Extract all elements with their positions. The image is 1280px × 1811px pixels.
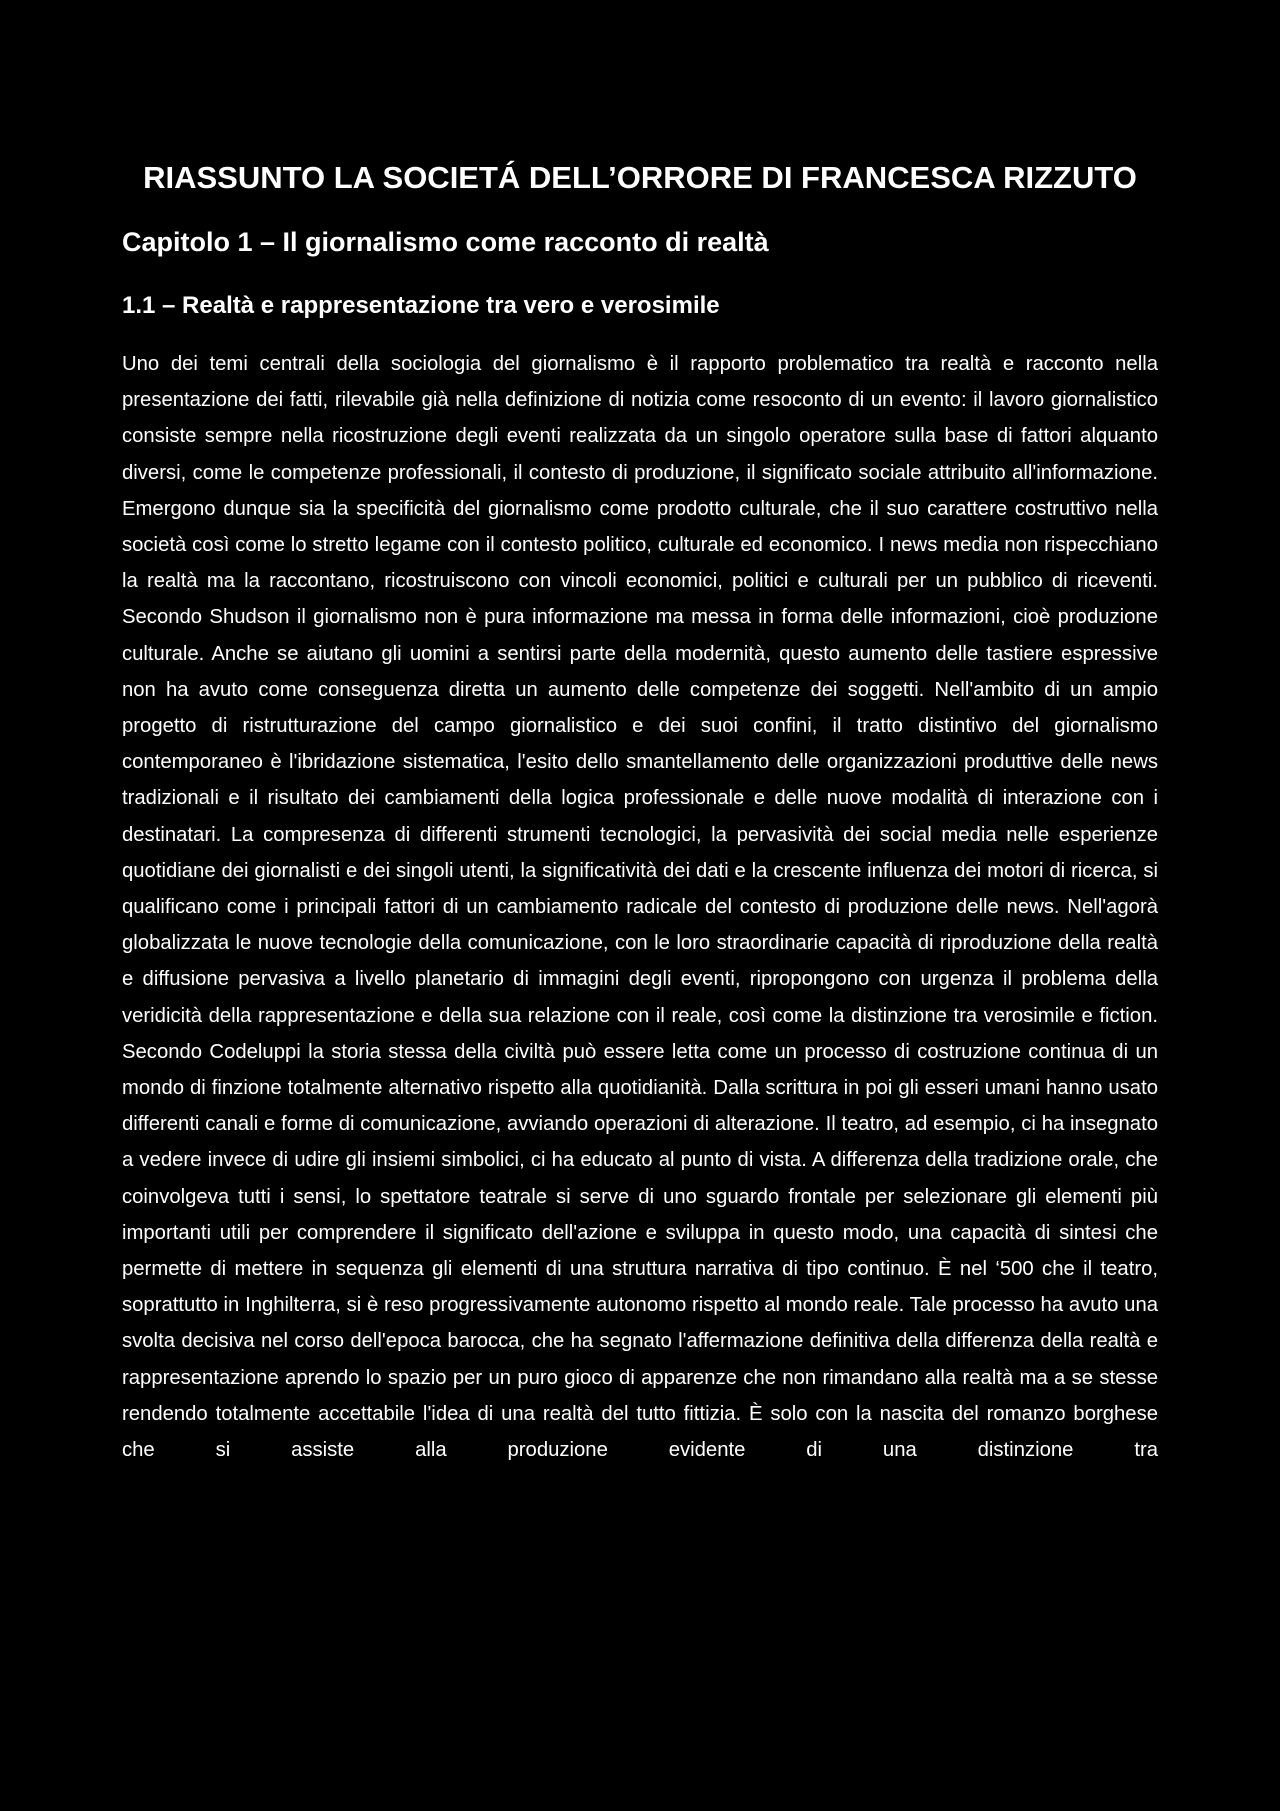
chapter-title: Capitolo 1 – Il giornalismo come racconto di realtà <box>122 227 769 257</box>
section-title: 1.1 – Realtà e rappresentazione tra vero e verosimile <box>122 292 720 319</box>
document-page <box>122 150 1158 1468</box>
document-title: RIASSUNTO LA SOCIETÁ DELL’ORRORE DI FRANCESCA RIZZUTO <box>143 160 1137 195</box>
body-paragraph: Uno dei temi centrali della sociologia del giornalismo è il rapporto problematico tra realtà e racconto nella presentazione dei fatti, rilevabile già nella definizione di notizia come resoconto di un evento: il lavoro giornalistico consiste sempre nella ricostruzione degli eventi realizzata da un singolo operatore sulla base di fattori alquanto diversi, come le competenze professionali, il contesto di produzione, il significato sociale attribuito all'informazione. Emergono dunque sia la specificità del giornalismo come prodotto culturale, che il suo carattere costruttivo nella società così come lo stretto legame con il contesto politico, culturale ed economico. I news media non rispecchiano la realtà ma la raccontano, ricostruiscono con vincoli economici, politici e culturali per un pubblico di riceventi. Secondo Shudson il giornalismo non è pura informazione ma messa in forma delle informazioni, cioè produzione culturale. Anche se aiutano gli uomini a sentirsi parte della modernità, questo aumento delle tastiere espressive non ha avuto come conseguenza diretta un aumento delle competenze dei soggetti. Nell'ambito di un ampio progetto di ristrutturazione del campo giornalistico e dei suoi confini, il tratto distintivo del giornalismo contemporaneo è l'ibridazione sistematica, l'esito dello smantellamento delle organizzazioni produttive delle news tradizionali e il risultato dei cambiamenti della logica professionale e delle nuove modalità di interazione con i destinatari. La compresenza di differenti strumenti tecnologici, la pervasività dei social media nelle esperienze quotidiane dei giornalisti e dei singoli utenti, la significatività dei dati e la crescente influenza dei motori di ricerca, si qualificano come i principali fattori di un cambiamento radicale del contesto di produzione delle news. Nell'agorà globalizzata le nuove tecnologie della comunicazione, con le loro straordinarie capacità di riproduzione della realtà e diffusione pervasiva a livello planetario di immagini degli eventi, ripropongono con urgenza il problema della veridicità della rappresentazione e della sua relazione con il reale, così come la distinzione tra verosimile e fiction. Secondo Codeluppi la storia stessa della civiltà può essere letta come un processo di costruzione continua di un mondo di finzione totalmente alternativo rispetto alla quotidianità. Dalla scrittura in poi gli esseri umani hanno usato differenti canali e forme di comunicazione, avviando operazioni di alterazione. Il teatro, ad esempio, ci ha insegnato a vedere invece di udire gli insiemi simbolici, ci ha educato al punto di vista. A differenza della tradizione orale, che coinvolgeva tutti i sensi, lo spettatore teatrale si serve di uno sguardo frontale per selezionare gli elementi più importanti utili per comprendere il significato dell'azione e sviluppa in questo modo, una capacità di sintesi che permette di mettere in sequenza gli elementi di una struttura narrativa di tipo continuo. È nel ‘500 che il teatro, soprattutto in Inghilterra, si è reso progressivamente autonomo rispetto al mondo reale. Tale processo ha avuto una svolta decisiva nel corso dell'epoca barocca, che ha segnato l'affermazione definitiva della differenza della realtà e rappresentazione aprendo lo spazio per un puro gioco di apparenze che non rimandano alla realtà ma a se stesse rendendo totalmente accettabile l'idea di una realtà del tutto fittizia. È solo con la nascita del romanzo borghese che si assiste alla produzione evidente di una distinzione tra <box>122 353 1158 1462</box>
